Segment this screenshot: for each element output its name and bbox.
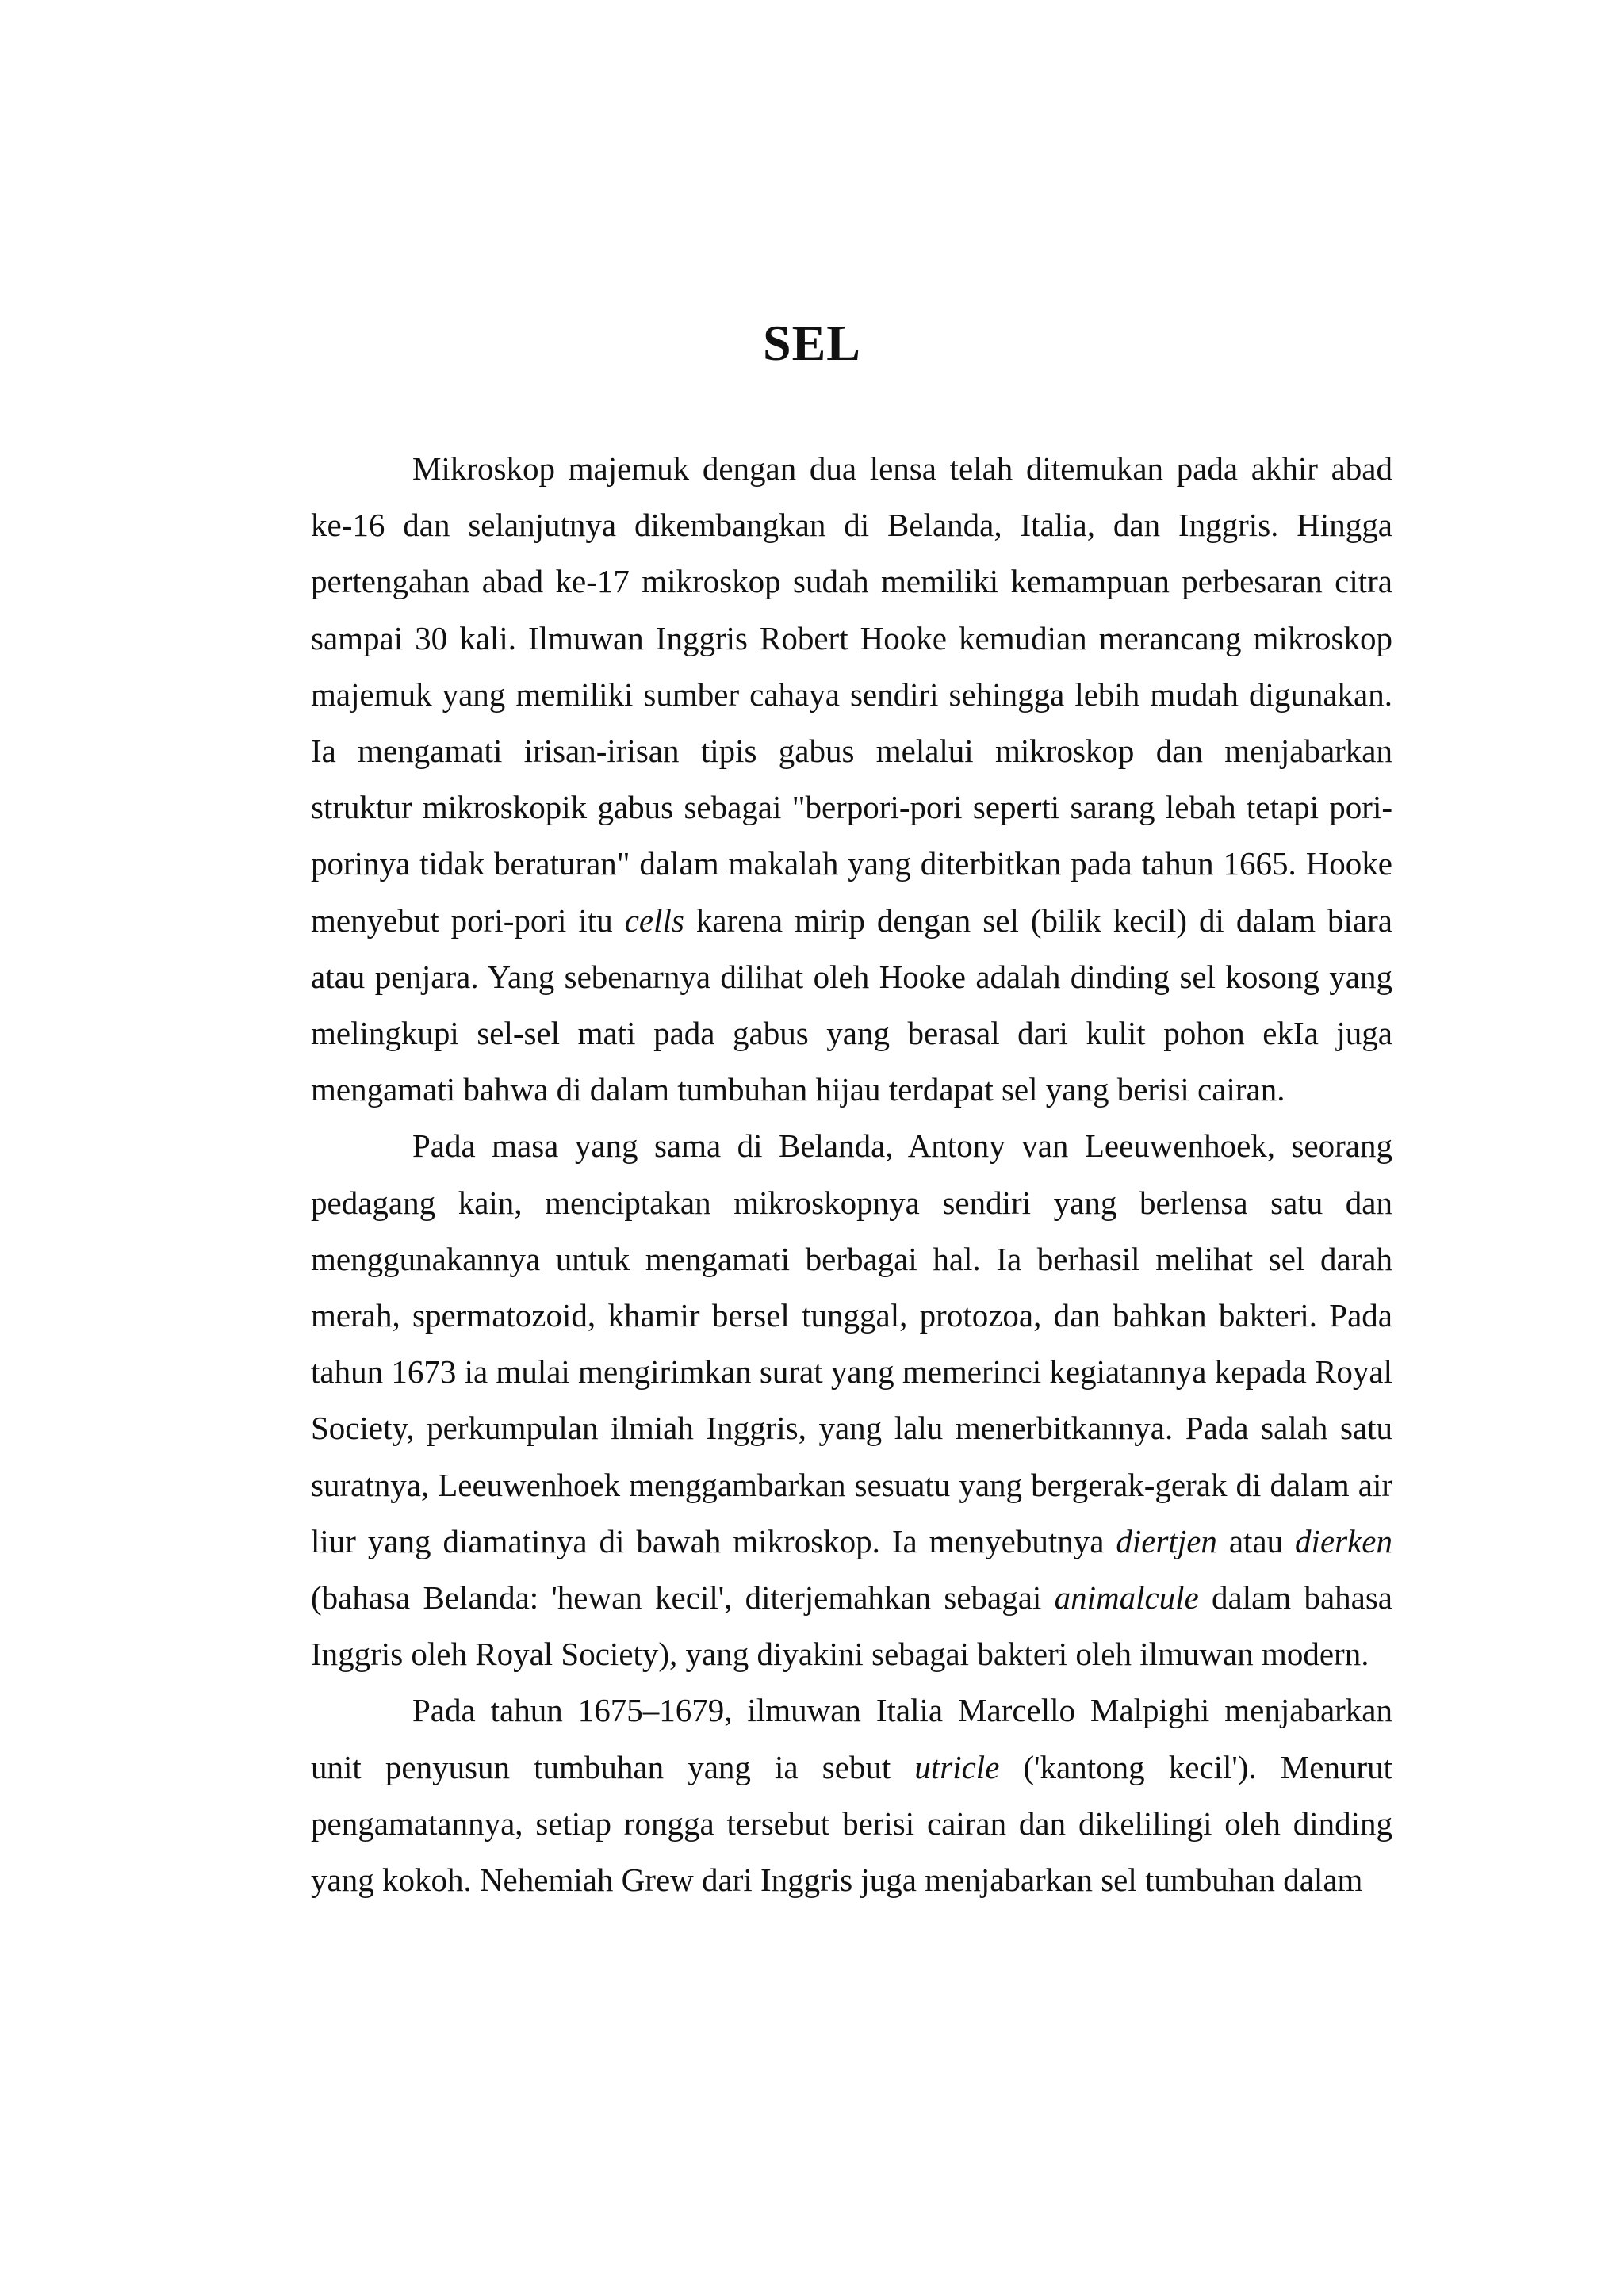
italic-term-diertjen: diertjen <box>1116 1522 1217 1559</box>
page-title: SEL <box>763 315 861 371</box>
text-segment: Mikroskop majemuk dengan dua lensa telah ditemukan pada akhir abad ke-16 dan selanjutnya dikembangkan di Belanda, Italia, dan Inggris. Hingga pertengahan abad ke-17 mikroskop sudah memiliki kemampuan perbesaran citra sampai 30 kali. Ilmuwan Inggris Robert Hooke kemudian merancang mikroskop majemuk yang memiliki sumber cahaya sendiri sehingga lebih mudah digunakan. Ia mengamati irisan-irisan tipis gabus melalui mikroskop dan menjabarkan struktur mikroskopik gabus sebagai "berpori-pori seperti sarang lebah tetapi pori-porinya tidak beraturan" dalam makalah yang diterbitkan pada tahun 1665. Hooke menyebut pori-pori itu <box>311 450 1392 939</box>
paragraph-3 <box>311 1682 1392 1908</box>
text-segment: ('kantong kecil'). Menurut pengamatannya, setiap rongga tersebut berisi cairan dan dikelilingi oleh dinding yang kokoh. Nehemiah Grew dari Inggris juga menjabarkan sel tumbuhan dalam <box>311 1748 1393 1899</box>
text-segment: (bahasa Belanda: 'hewan kecil', diterjemahkan sebagai <box>311 1579 1055 1617</box>
text-segment: Pada tahun 1675–1679, ilmuwan Italia Marcello Malpighi menjabarkan unit penyusun tumbuhan yang ia sebut <box>311 1692 1392 1785</box>
body-text <box>311 441 1392 1908</box>
italic-term-dierken: dierken <box>1295 1522 1392 1559</box>
text-segment: atau <box>1216 1522 1296 1559</box>
paragraph-1 <box>311 441 1392 1118</box>
italic-term-cells: cells <box>624 901 684 939</box>
text-segment: Pada masa yang sama di Belanda, Antony van Leeuwenhoek, seorang pedagang kain, menciptakan mikroskopnya sendiri yang berlensa satu dan menggunakannya untuk mengamati berbagai hal. Ia berhasil melihat sel darah merah, spermatozoid, khamir bersel tunggal, protozoa, dan bahkan bakteri. Pada tahun 1673 ia mulai mengirimkan surat yang memerinci kegiatannya kepada Royal Society, perkumpulan ilmiah Inggris, yang lalu menerbitkannya. Pada salah satu suratnya, Leeuwenhoek menggambarkan sesuatu yang bergerak-gerak di dalam air liur yang diamatinya di bawah mikroskop. Ia menyebutnya <box>311 1127 1392 1559</box>
text-segment: dalam bahasa Inggris oleh Royal Society), yang diyakini sebagai bakteri oleh ilmuwan modern. <box>311 1579 1392 1673</box>
paragraph-2 <box>311 1118 1392 1682</box>
italic-term-animalcule: animalcule <box>1054 1579 1199 1617</box>
text-segment: karena mirip dengan sel (bilik kecil) di dalam biara atau penjara. Yang sebenarnya dilihat oleh Hooke adalah dinding sel kosong yang melingkupi sel-sel mati pada gabus yang berasal dari kulit pohon ekIa juga mengamati bahwa di dalam tumbuhan hijau terdapat sel yang berisi cairan. <box>311 901 1392 1108</box>
italic-term-utricle: utricle <box>914 1748 1000 1785</box>
